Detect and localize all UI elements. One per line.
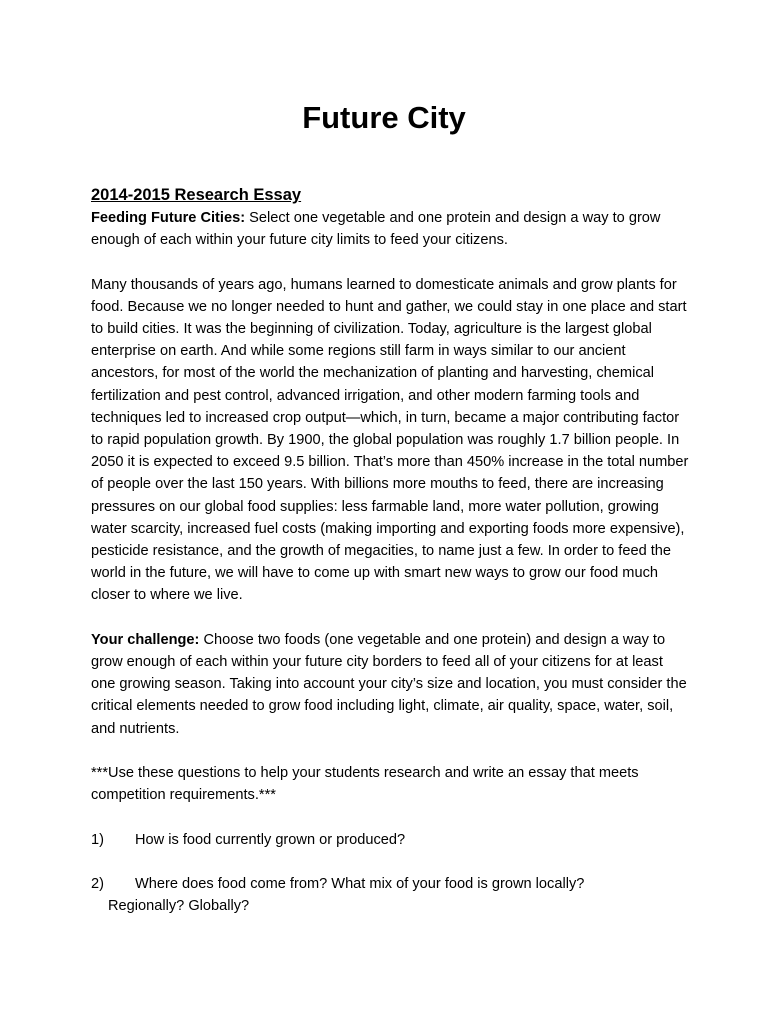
challenge-paragraph xyxy=(91,629,691,740)
challenge-lead: Your challenge: xyxy=(91,631,200,648)
section-heading: 2014-2015 Research Essay xyxy=(91,186,302,204)
body-paragraph: Many thousands of years ago, humans learned to domesticate animals and grow plants for food. Because we no longer needed to hunt and gather, we could stay in one place and start to build cities. It was the beginning of civilization. Today, agriculture is the largest global enterprise on earth. And while some regions still farm in ways similar to our ancient ancestors, for most of the world the mechanization of planting and harvesting, chemical fertilization and pest control, advanced irrigation, and other modern farming tools and techniques led to increased crop output—which, in turn, became a major contributing factor to rapid population growth. By 1900, the global population was roughly 1.7 billion people. In 2050 it is expected to exceed 9.5 billion. That’s more than 450% increase in the total number of people over the last 150 years. With billions more mouths to feed, there are increasing pressures on our global food supplies: less farmable land, more water pollution, growing water scarcity, increased fuel costs (making importing and exporting foods more expensive), pesticide resistance, and the growth of megacities, to name just a few. In order to feed the world in the future, we will have to come up with smart new ways to grow our food much closer to where we live. xyxy=(91,276,689,604)
question-text: How is food currently grown or produced? xyxy=(135,831,406,848)
question-number: 1) xyxy=(91,831,104,848)
intro-paragraph xyxy=(91,207,691,251)
intro-lead: Feeding Future Cities: xyxy=(91,210,246,226)
question-item xyxy=(91,829,691,851)
intro-text: Select one vegetable and one protein and design a way to grow enough of each within your future city limits to feed your citizens. xyxy=(91,210,661,249)
document-body xyxy=(91,184,691,917)
question-text: Where does food come from? What mix of your food is grown locally? xyxy=(135,876,585,893)
note-paragraph: ***Use these questions to help your students research and write an essay that meets competition requirements.*** xyxy=(91,765,639,804)
challenge-text: Choose two foods (one vegetable and one protein) and design a way to grow enough of each within your future city borders to feed all of your citizens for at least one growing season. Taking into account your city’s size and location, you must consider the critical elements needed to grow food including light, climate, air quality, space, water, soil, and nutrients. xyxy=(91,631,687,737)
question-item xyxy=(91,873,691,917)
question-continuation: Regionally? Globally? xyxy=(108,898,250,915)
page-title: Future City xyxy=(302,100,466,135)
question-number: 2) xyxy=(91,876,104,893)
